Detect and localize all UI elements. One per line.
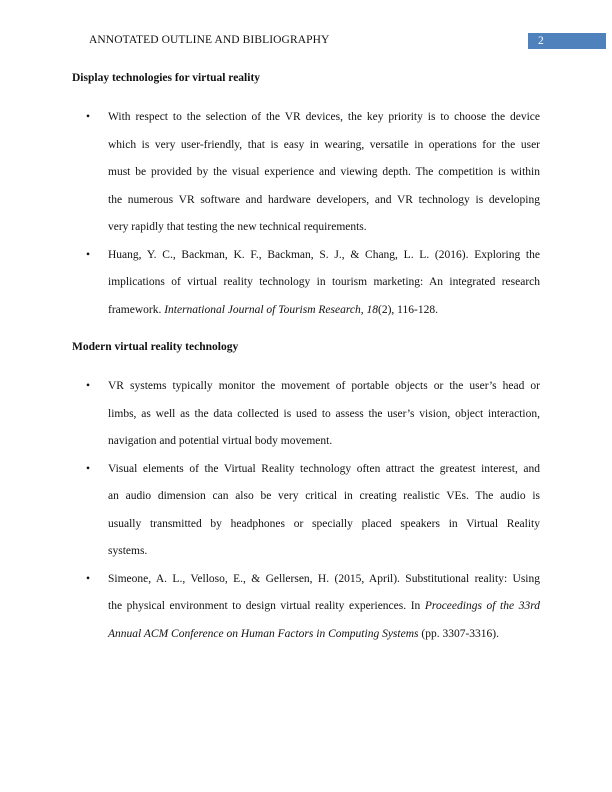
- bullet-icon: [86, 456, 90, 484]
- list-item-citation-simeone: [72, 566, 540, 649]
- bullet-list-modern-vr: [72, 373, 540, 648]
- journal-title: International Journal of Tourism Research: [164, 303, 361, 316]
- text-line: usually transmitted by headphones or specially placed speakers in Virtual Reality: [108, 517, 540, 530]
- list-item: [72, 456, 540, 566]
- text-line: [108, 297, 540, 325]
- citation-text: the physical environment to design virtual reality experiences. In: [108, 600, 425, 612]
- list-item-citation-huang: [72, 242, 540, 325]
- page-number-badge: 2: [528, 33, 606, 49]
- text-line: VR systems typically monitor the movement of portable objects or the user’s head or: [108, 380, 540, 392]
- text-line: [108, 621, 540, 649]
- text-line: [108, 593, 540, 621]
- citation-separator: ,: [360, 303, 367, 316]
- text-line: limbs, as well as the data collected is used to assess the user’s vision, object interaction,: [108, 407, 540, 420]
- list-item: [72, 104, 540, 242]
- citation-text: framework.: [108, 303, 165, 316]
- text-line: Huang, Y. C., Backman, K. F., Backman, S. J., & Chang, L. L. (2016). Exploring the: [108, 248, 540, 261]
- bullet-icon: [86, 242, 90, 270]
- text-line: which is very user-friendly, that is easy in wearing, versatile in operations for the user: [108, 138, 540, 151]
- list-item: [72, 373, 540, 456]
- bullet-icon: [86, 566, 90, 594]
- bullet-list-display-tech: [72, 104, 540, 324]
- text-line: an audio dimension can also be very critical in creating realistic VEs. The audio is: [108, 490, 540, 502]
- text-line: very rapidly that testing the new technical requirements.: [108, 221, 367, 233]
- journal-volume: 18: [366, 303, 379, 316]
- bullet-icon: [86, 104, 90, 132]
- text-line: Simeone, A. L., Velloso, E., & Gellersen, H. (2015, April). Substitutional reality: Using: [108, 572, 540, 585]
- section-heading-display-tech: Display technologies for virtual reality: [72, 72, 261, 84]
- bullet-icon: [86, 373, 90, 401]
- text-line: the numerous VR software and hardware developers, and VR technology is developing: [108, 193, 540, 206]
- section-heading-modern-vr: Modern virtual reality technology: [72, 341, 239, 353]
- text-line: With respect to the selection of the VR devices, the key priority is to choose the device: [108, 111, 540, 123]
- proceedings-title: Annual ACM Conference on Human Factors in Computing Systems: [108, 627, 419, 640]
- text-line: systems.: [108, 545, 148, 557]
- citation-pages: (pp. 3307-3316).: [418, 627, 499, 640]
- text-line: navigation and potential virtual body movement.: [108, 435, 333, 447]
- citation-pages: (2), 116-128.: [378, 303, 438, 316]
- text-line: implications of virtual reality technology in tourism marketing: An integrated research: [108, 276, 540, 288]
- text-line: must be provided by the visual experience and viewing depth. The competition is within: [108, 166, 540, 178]
- text-line: Visual elements of the Virtual Reality technology often attract the greatest interest, and: [108, 462, 540, 475]
- proceedings-title: Proceedings of the 33rd: [424, 600, 540, 612]
- header-title: ANNOTATED OUTLINE AND BIBLIOGRAPHY: [89, 34, 330, 46]
